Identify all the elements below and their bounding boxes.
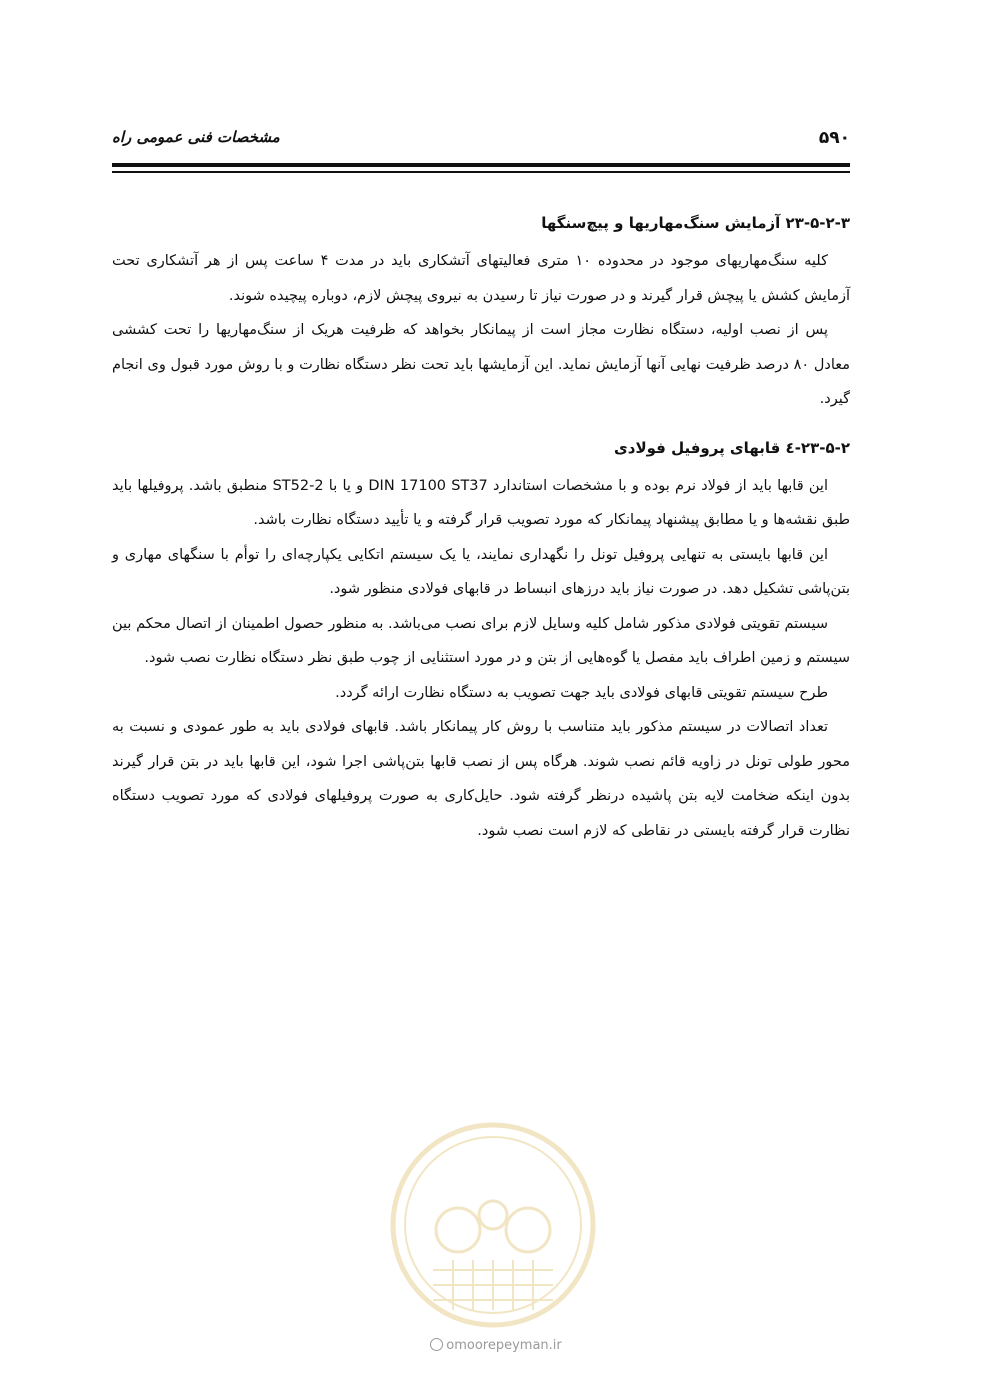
section-steel-frames <box>112 433 850 849</box>
at-icon <box>430 1338 443 1351</box>
paragraph: این قابها بایستی به تنهایی پروفیل تونل را نگهداری نمایند، یا یک سیستم اتکایی یکپارچه‌ای را توأم با سنگهای مهاری و بتن‌پاشی تشکیل دهد. در صورت نیاز باید درزهای انبساط در قابهای فولادی منظور شود. <box>112 546 850 597</box>
header-rule-thin <box>112 171 850 173</box>
watermark-url-text: omoorepeyman.ir <box>446 1338 562 1353</box>
page-header <box>112 128 850 158</box>
paragraph: تعداد اتصالات در سیستم مذکور باید متناسب با روش کار پیمانکار باشد. قابهای فولادی باید به طور عمودی و نسبت به محور طولی تونل در زاویه قائم نصب شوند. هرگاه پس از نصب قابها بتن‌پاشی اجرا شود، این قابها باید در بتن قرار گیرند بدون اینکه ضخامت لایه بتن پاشیده درنظر گرفته شود. حایل‌کاری به صورت پروفیلهای فولادی که مورد تصویب دستگاه نظارت قرار گرفته بایستی در نقاطی که لازم است نصب شود. <box>112 719 850 839</box>
paragraph: پس از نصب اولیه، دستگاه نظارت مجاز است از پیمانکار بخواهد که ظرفیت هریک از سنگ‌مهاریها را تحت کششی معادل ۸۰ درصد ظرفیت نهایی آنها آزمایش نماید. این آزمایشها باید تحت نظر دستگاه نظارت و با روش مورد قبول وی انجام گیرد. <box>112 322 850 407</box>
header-rule-thick <box>112 163 850 167</box>
section-anchor-testing <box>112 208 850 417</box>
paragraph: طرح سیستم تقویتی قابهای فولادی باید جهت تصویب به دستگاه نظارت ارائه گردد. <box>335 684 828 701</box>
running-title: مشخصات فنی عمومی راه <box>112 128 280 146</box>
body-content <box>112 208 850 848</box>
paragraph: کلیه سنگ‌مهاریهای موجود در محدوده ۱۰ متری فعالیتهای آتشکاری باید در مدت ۴ ساعت پس از هر آتشکاری تحت آزمایش کشش یا پیچش قرار گیرند و در صورت نیاز تا رسیدن به نیروی پیچش لازم، دوباره پیچیده شوند. <box>112 253 850 304</box>
section-heading: ۲۳-۵-۲-۳ آزمایش سنگ‌مهاریها و پیچ‌سنگها <box>541 214 850 232</box>
section-heading: ۲۳-۵-۲-٤ قابهای پروفیل فولادی <box>614 438 850 457</box>
watermark-url <box>0 1338 992 1353</box>
paragraph: سیستم تقویتی فولادی مذکور شامل کلیه وسایل لازم برای نصب می‌باشد. به منظور حصول اطمینان از اتصال محکم بین سیستم و زمین اطراف باید مفصل یا گوه‌هایی از بتن و در مورد استثنایی از چوب طبق نظر دستگاه نظارت نصب شود. <box>112 615 850 666</box>
watermark-seal-logo <box>388 1120 598 1330</box>
paragraph: این قابها باید از فولاد نرم بوده و با مشخصات استاندارد DIN 17100 ST37 و یا با ST52-2 منطبق باشد. پروفیلها باید طبق نقشه‌ها و یا مطابق پیشنهاد پیمانکار که مورد تصویب قرار گرفته و یا تأیید دستگاه نظارت باشد. <box>112 477 850 528</box>
page-number: ۵۹۰ <box>818 128 850 148</box>
